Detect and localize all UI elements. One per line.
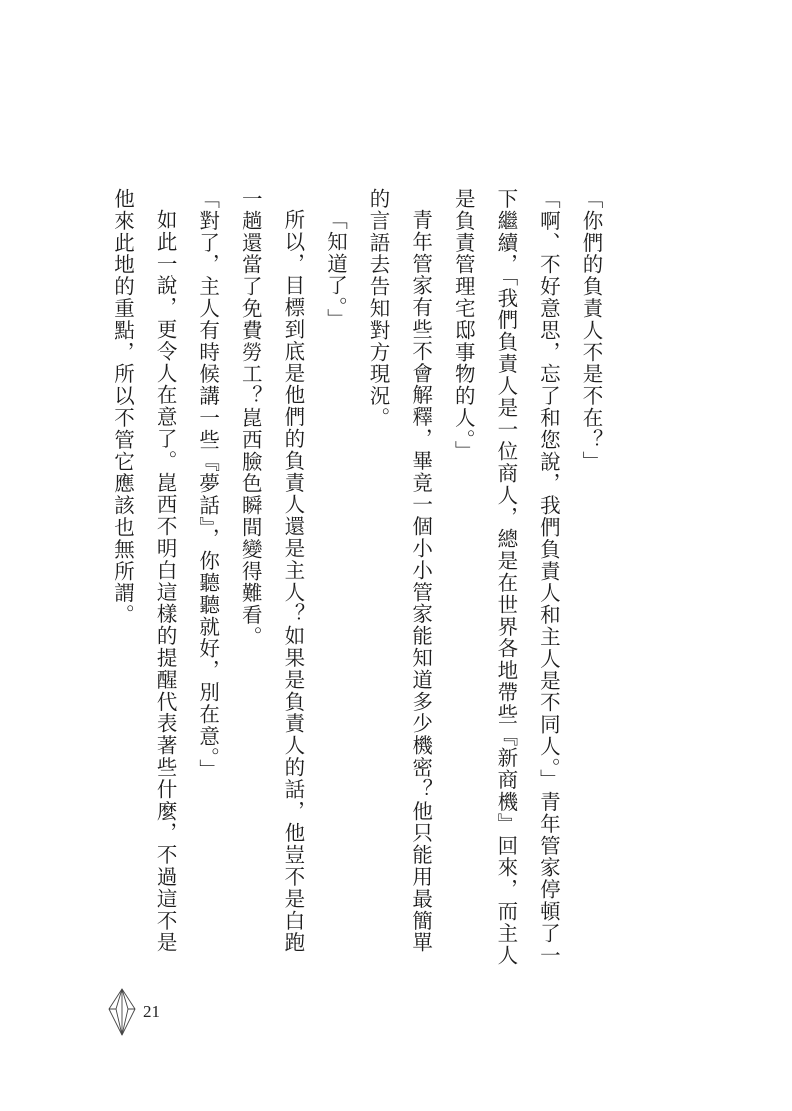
paragraph-1: 「你們的負責人不是不在？」 xyxy=(579,188,603,473)
paragraph-5: 所以，目標到底是他們的負責人還是主人？如果是負責人的話，他豈不是白跑一趟還當了免費勞工？崑西臉色瞬間變得難看。 xyxy=(238,188,305,954)
paragraph-2: 「啊、不好意思，忘了和您說，我們負責人和主人是不同人。」青年管家停頓了一下繼續，「我們負責人是一位商人，總是在世界各地帶些『新商機』回來，而主人是負責管理宅邸事物的人。」 xyxy=(451,188,561,967)
diamond-crystal-icon xyxy=(107,987,137,1037)
paragraph-4: 「知道了。」 xyxy=(323,208,348,330)
paragraph-3: 青年管家有些不會解釋，畢竟一個小小管家能知道多少機密？他只能用最簡單的言語去告知對方現況。 xyxy=(366,188,433,954)
page-number: 21 xyxy=(143,1002,160,1021)
page-footer xyxy=(107,986,160,1038)
vertical-body-text xyxy=(101,188,612,968)
paragraph-7: 如此一說，更令人在意了。崑西不明白這樣的提醒代表著些什麼，不過這不是他來此地的重點，所以不管它應該也無所謂。 xyxy=(110,188,178,954)
paragraph-6: 「對了，主人有時候講一些『夢話』，你聽聽就好，別在意。」 xyxy=(195,188,220,781)
